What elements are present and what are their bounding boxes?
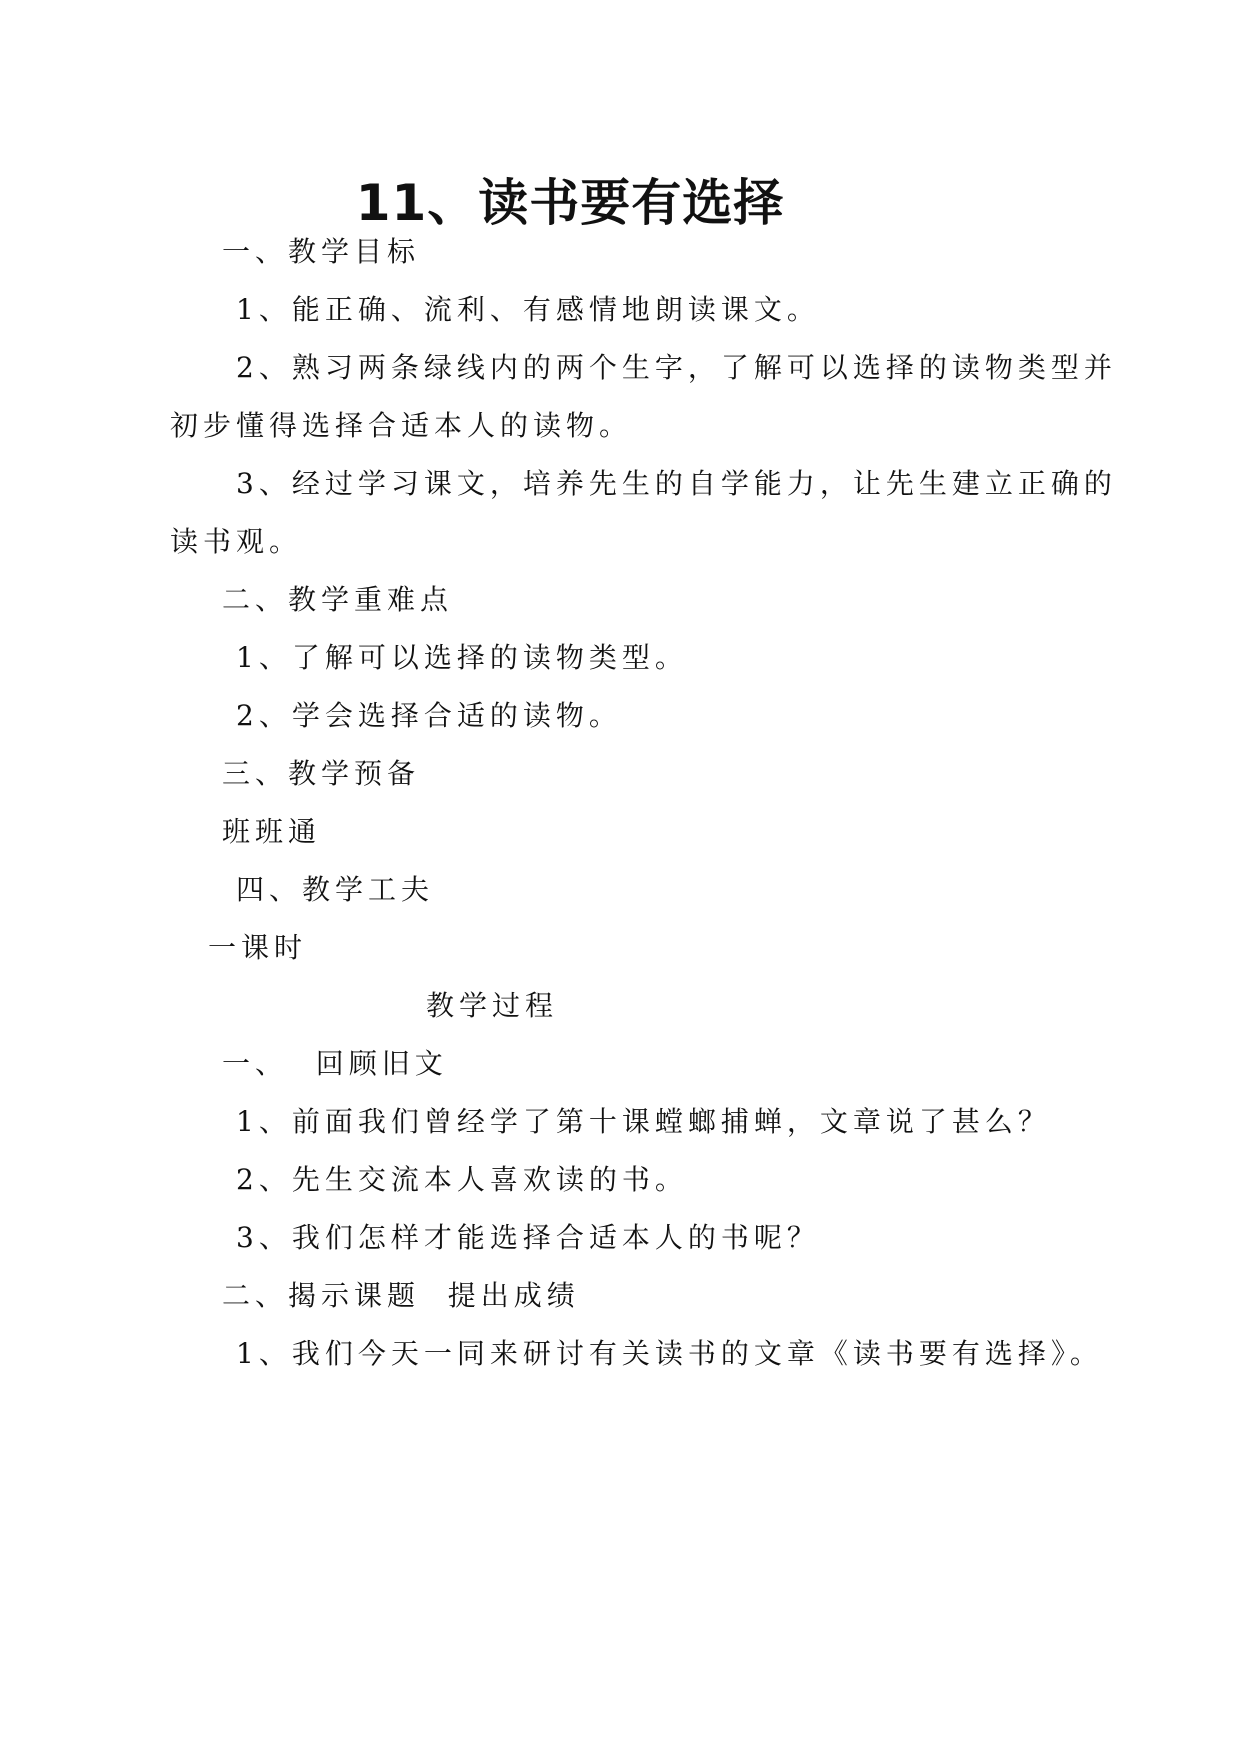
objective-item-3: 3、经过学习课文，培养先生的自学能力，让先生建立正确的	[236, 467, 1117, 500]
review-item-1: 1、前面我们曾经学了第十课螳螂捕蝉，文章说了甚么？	[236, 1105, 1051, 1138]
review-item-2: 2、先生交流本人喜欢读的书。	[236, 1163, 688, 1196]
section-heading-objectives: 一、教学目标	[222, 235, 421, 268]
section-heading-preparation: 三、教学预备	[222, 757, 421, 790]
preparation-text: 班班通	[222, 815, 322, 848]
process-step-review: 一、 回顾旧文	[222, 1047, 448, 1080]
document-title: 11、读书要有选择	[355, 174, 785, 232]
objective-item-2: 2、熟习两条绿线内的两个生字，了解可以选择的读物类型并	[236, 351, 1117, 384]
process-heading: 教学过程	[426, 989, 559, 1022]
process-step-topic: 二、揭示课题 提出成绩	[222, 1279, 580, 1312]
section-heading-key-points: 二、教学重难点	[222, 583, 454, 616]
key-point-item-1: 1、了解可以选择的读物类型。	[236, 641, 688, 674]
objective-item-3-continued: 读书观。	[170, 525, 303, 558]
review-item-3: 3、我们怎样才能选择合适本人的书呢？	[236, 1221, 820, 1254]
section-heading-time: 四、教学工夫	[236, 873, 435, 906]
time-text: 一课时	[208, 931, 308, 964]
topic-item-1: 1、我们今天一同来研讨有关读书的文章《读书要有选择》。	[236, 1337, 1103, 1370]
key-point-item-2: 2、学会选择合适的读物。	[236, 699, 622, 732]
objective-item-1: 1、能正确、流利、有感情地朗读课文。	[236, 293, 820, 326]
objective-item-2-continued: 初步懂得选择合适本人的读物。	[170, 409, 633, 442]
